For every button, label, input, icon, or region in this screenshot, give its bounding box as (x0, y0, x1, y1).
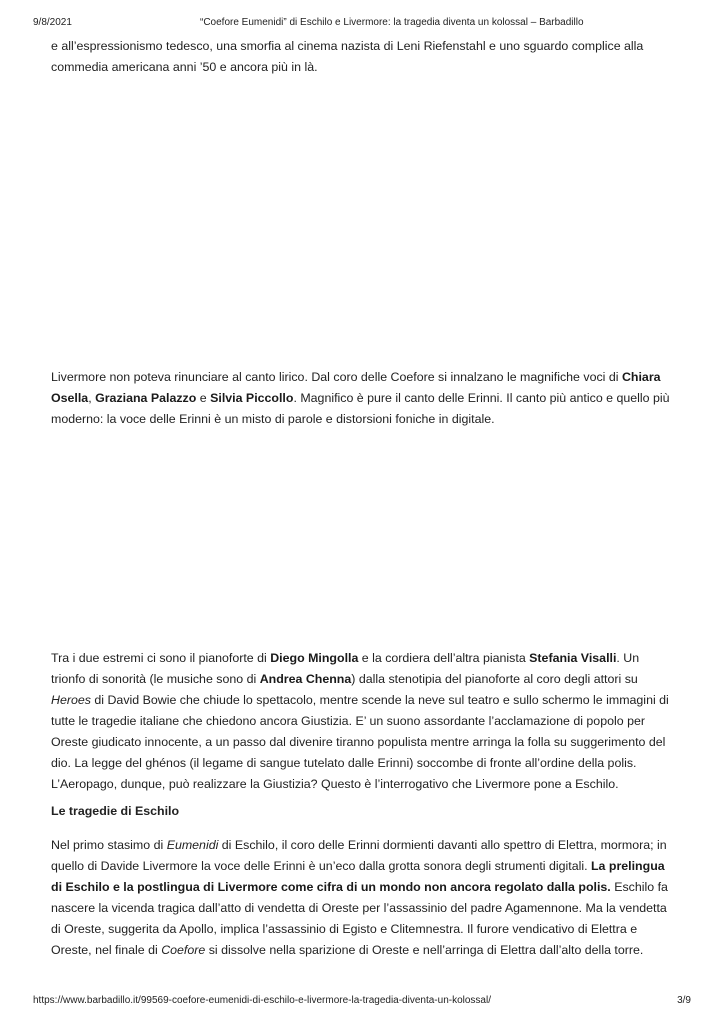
page-number: 3/9 (677, 995, 691, 1006)
song-title: Heroes (51, 693, 91, 707)
play-title: Coefore (161, 943, 206, 957)
musician-name: Stefania Visalli (529, 651, 617, 665)
singer-name: Chiara Osella (51, 370, 661, 405)
paragraph-musiche: Tra i due estremi ci sono il pianoforte di Diego Mingolla e la cordiera dell’altra pianista Stefania Visalli. Un trionfo di sonorità (le musiche sono di Andrea Chenna) dalla stenotipia del pianoforte al coro degli attori su Heroes di David Bowie che chiude lo spettacolo, mentre scende la neve sul teatro e sullo schermo le immagini di tutte le tragedie italiane che chiedono ancora Giustizia. E’ un suono assordante l’acclamazione di popolo per Oreste giudicato innocente, a un passo dal divenire tiranno populista mentre arringa la folla su suggerimento del dio. La legge del ghénos (il legame di sangue tutelato dalle Erinni) soccombe di fronte all’ordine della polis. L’Aeropago, dunque, può realizzare la Giustizia? Questo è l’interrogativo che Livermore pone a Eschilo. (51, 651, 669, 791)
singer-name: Silvia Piccollo (210, 391, 294, 405)
print-date: 9/8/2021 (33, 17, 72, 28)
paragraph-eschilo: Nel primo stasimo di Eumenidi di Eschilo, il coro delle Erinni dormienti davanti allo spettro di Elettra, mormora; in quello di Davide Livermore la voce delle Erinni è un’eco dalla grotta sonora degli strumenti digitali. La prelingua di Eschilo e la postlingua di Livermore come cifra di un mondo non ancora regolato dalla polis. Eschilo fa nascere la vicenda tragica dall’atto di vendetta di Oreste per l’assassinio del padre Agamennone. Ma la vendetta di Oreste, suggerita da Apollo, implica l’assassinio di Egisto e Clitemnestra. Il furore vendicativo di Elettra e Oreste, nel finale di Coefore si dissolve nella sparizione di Oreste e nell’arringa di Elettra dall’alto della torre. (51, 838, 668, 957)
musician-name: Diego Mingolla (270, 651, 359, 665)
singer-name: Graziana Palazzo (95, 391, 197, 405)
play-title: Eumenidi (166, 838, 219, 852)
page-url: https://www.barbadillo.it/99569-coefore-eumenidi-di-eschilo-e-livermore-la-tragedia-diventa-un-kolossal/ (33, 995, 491, 1006)
paragraph-intro: e all’espressionismo tedesco, una smorfia al cinema nazista di Leni Riefenstahl e uno sguardo complice alla commedia americana anni ’50 e ancora più in là. (51, 39, 644, 74)
paragraph-canto-lirico: Livermore non poteva rinunciare al canto lirico. Dal coro delle Coefore si innalzano le magnifiche voci di Chiara Osella, Graziana Palazzo e Silvia Piccollo. Magnifico è pure il canto delle Erinni. Il canto più antico e quello più moderno: la voce delle Erinni è un misto di parole e distorsioni foniche in digitale. (51, 370, 670, 426)
bold-highlight: La prelingua di Eschilo e la postlingua di Livermore come cifra di un mondo non ancora regolato dalla polis. (51, 859, 665, 894)
page-title: “Coefore Eumenidi” di Eschilo e Livermore: la tragedia diventa un kolossal – Barbadillo (200, 17, 584, 28)
composer-name: Andrea Chenna (259, 672, 352, 686)
section-heading: Le tragedie di Eschilo (51, 804, 180, 818)
